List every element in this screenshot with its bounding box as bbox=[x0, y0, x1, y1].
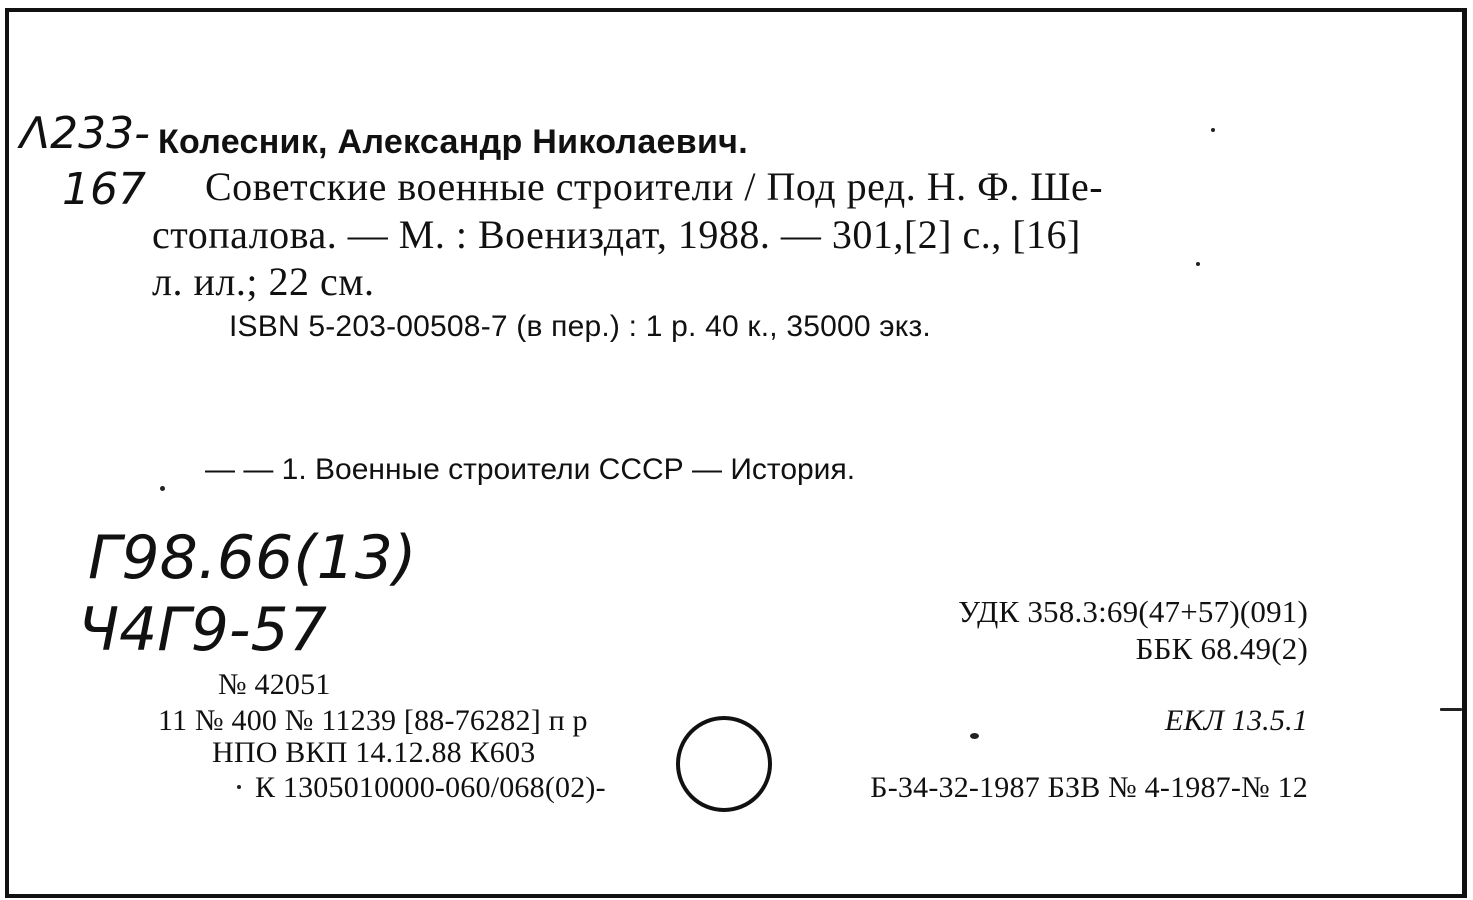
punch-hole bbox=[676, 716, 772, 812]
udk-code: УДК 358.3:69(47+57)(091) bbox=[958, 594, 1308, 629]
subject-line: — — 1. Военные строители СССР — История. bbox=[205, 453, 856, 486]
speck bbox=[970, 733, 979, 739]
author-heading: Колесник, Александр Николаевич. bbox=[158, 123, 748, 161]
card-number: № 42051 bbox=[218, 668, 331, 701]
speck bbox=[1211, 128, 1215, 132]
k-code-right: Б-34-32-1987 БЗВ № 4-1987-№ 12 bbox=[870, 771, 1308, 804]
title-line-3: л. ил.; 22 см. bbox=[152, 259, 375, 304]
ekl-code: ЕКЛ 13.5.1 bbox=[1164, 704, 1308, 737]
isbn-line: ISBN 5-203-00508-7 (в пер.) : 1 р. 40 к., 35000 экз. bbox=[229, 310, 931, 343]
bbk-code: ББК 68.49(2) bbox=[1135, 631, 1308, 666]
print-line: 11 № 400 № 11239 [88-76282] п р bbox=[158, 704, 588, 737]
title-line-1: Советские военные строители / Под ред. Н. Ф. Ше- bbox=[205, 164, 1104, 209]
npo-line: НПО ВКП 14.12.88 К603 bbox=[212, 736, 536, 769]
k-code-left: К 1305010000-060/068(02)- bbox=[255, 771, 606, 804]
speck bbox=[1196, 262, 1200, 266]
shelfmark-bottom: 167 bbox=[62, 164, 146, 215]
shelfmark-top: Λ233- bbox=[20, 108, 150, 159]
handwritten-code: Ч4Г9-57 bbox=[78, 595, 327, 665]
speck bbox=[237, 785, 241, 789]
speck bbox=[1440, 708, 1462, 711]
handwritten-classification: Г98.66(13) bbox=[88, 523, 417, 593]
title-line-2: стопалова. — М. : Воениздат, 1988. — 301,[2] с., [16] bbox=[152, 212, 1081, 257]
speck bbox=[160, 486, 165, 491]
